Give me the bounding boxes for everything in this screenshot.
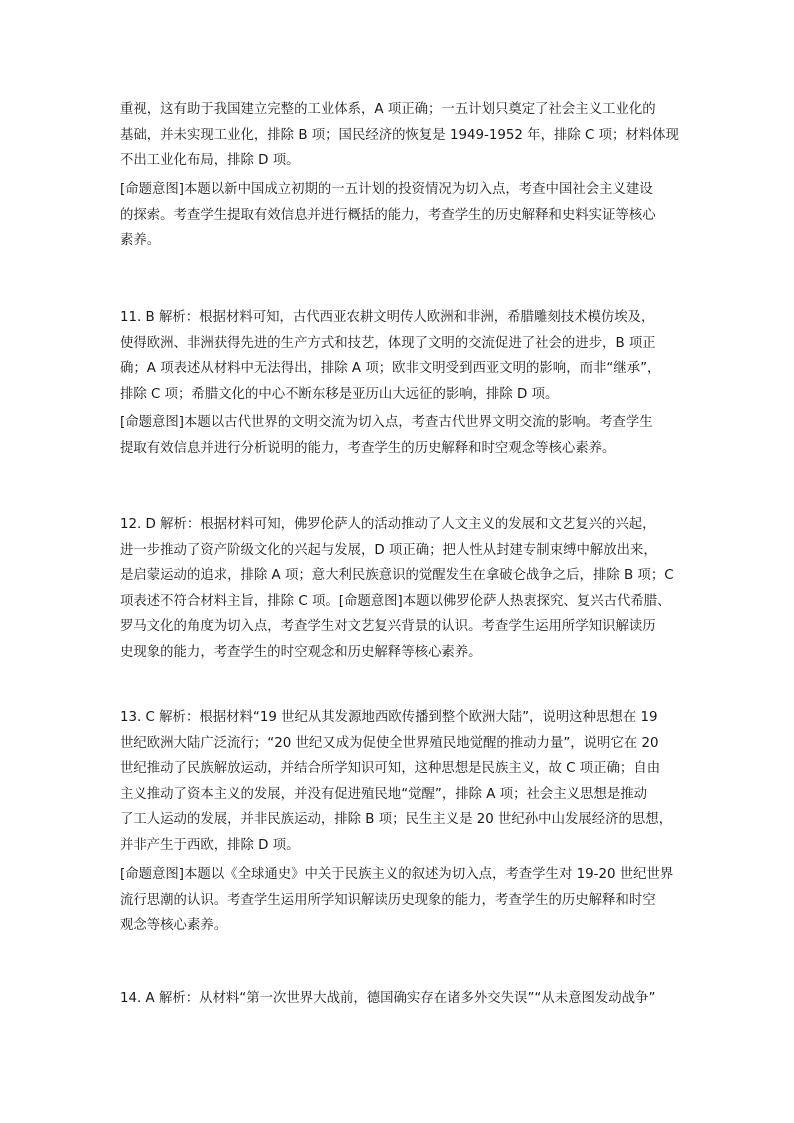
- q10-intent: [120, 177, 676, 254]
- text-line: 不出工业化布局，排除 D 项。: [120, 153, 300, 168]
- text-line: 项表述不符合材料主旨，排除 C 项。[命题意图]本题以佛罗伦萨人热衷探究、复兴古代希腊、: [120, 593, 671, 609]
- text-line: 11. B 解析：根据材料可知，古代西亚农耕文明传人欧洲和非洲，希腊雕刻技术模仿埃及，: [120, 310, 655, 325]
- text-line: 重视，这有助于我国建立完整的工业体系，A 项正确；一五计划只奠定了社会主义工业化的: [120, 102, 656, 117]
- text-line: 世纪推动了民族解放运动，并结合所学知识可知，这种思想是民族主义，故 C 项正确；自由: [120, 761, 661, 776]
- text-line: 并非产生于西欧，排除 D 项。: [120, 837, 300, 853]
- q13-intent: [120, 862, 676, 939]
- text-line: 排除 C 项；希腊文化的中心不断东移是亚历山大远征的影响，排除 D 项。: [120, 386, 559, 402]
- q11-intent: [120, 410, 676, 461]
- text-line: 流行思潮的认识。考查学生运用所学知识解读历史现象的能力，考查学生的历史解释和时空: [120, 892, 656, 908]
- text-line: 的探索。考查学生提取有效信息并进行概括的能力，考查学生的历史解释和史料实证等核心: [120, 207, 656, 223]
- q10-analysis-tail: [120, 97, 679, 174]
- text-line: 是启蒙运动的追求，排除 A 项；意大利民族意识的觉醒发生在拿破仑战争之后，排除 B 项；C: [120, 568, 674, 583]
- text-line: 使得欧洲、非洲获得先进的生产方式和技艺，体现了文明的交流促进了社会的进步，B 项正: [120, 335, 656, 351]
- text-line: 确；A 项表述从材料中无法得出，排除 A 项；欧非文明受到西亚文明的影响，而非“继承”，: [120, 361, 661, 376]
- text-line: 素养。: [120, 233, 161, 248]
- text-line: [命题意图]本题以古代世界的文明交流为切入点，考查古代世界文明交流的影响。考查学生: [120, 415, 653, 430]
- text-line: 13. C 解析：根据材料“19 世纪从其发源地西欧传播到整个欧洲大陆”，说明这种思想在 19: [120, 710, 658, 725]
- text-line: 世纪欧洲大陆广泛流行；“20 世纪又成为促使全世界殖民地觉醒的推动力量”，说明它在 20: [120, 735, 659, 751]
- text-line: [命题意图]本题以《全球通史》中关于民族主义的叙述为切入点，考查学生对 19-20 世纪世界: [120, 867, 674, 882]
- text-line: 史现象的能力，考查学生的时空观念和历史解释等核心素养。: [120, 644, 482, 660]
- text-line: 罗马文化的角度为切入点，考查学生对文艺复兴背景的认识。考查学生运用所学知识解读历: [120, 619, 656, 634]
- text-line: 了工人运动的发展，并非民族运动，排除 B 项；民生主义是 20 世纪孙中山发展经济的思想，: [120, 812, 673, 827]
- text-line: 基础，并未实现工业化，排除 B 项；国民经济的恢复是 1949-1952 年，排除 C 项；材料体现: [120, 127, 679, 143]
- q12-analysis: [120, 512, 676, 665]
- q14-analysis: [120, 986, 676, 1012]
- text-line: 观念等核心素养。: [120, 918, 228, 933]
- text-line: [命题意图]本题以新中国成立初期的一五计划的投资情况为切入点，考查中国社会主义建设: [120, 182, 653, 197]
- text-line: 提取有效信息并进行分析说明的能力，考查学生的历史解释和时空观念等核心素养。: [120, 440, 616, 456]
- q11-analysis: [120, 305, 676, 407]
- text-line: 进一步推动了资产阶级文化的兴起与发展，D 项正确；把人性从封建专制束缚中解放出来，: [120, 542, 657, 558]
- q13-analysis: [120, 705, 676, 858]
- text-line: 12. D 解析：根据材料可知，佛罗伦萨人的活动推动了人文主义的发展和文艺复兴的兴起，: [120, 517, 656, 532]
- text-line: 主义推动了资本主义的发展，并没有促进殖民地“觉醒”，排除 A 项；社会主义思想是推动: [120, 786, 647, 802]
- text-line: 14. A 解析：从材料“第一次世界大战前，德国确实存在诸多外交失误”“从未意图发动战争”: [120, 991, 656, 1006]
